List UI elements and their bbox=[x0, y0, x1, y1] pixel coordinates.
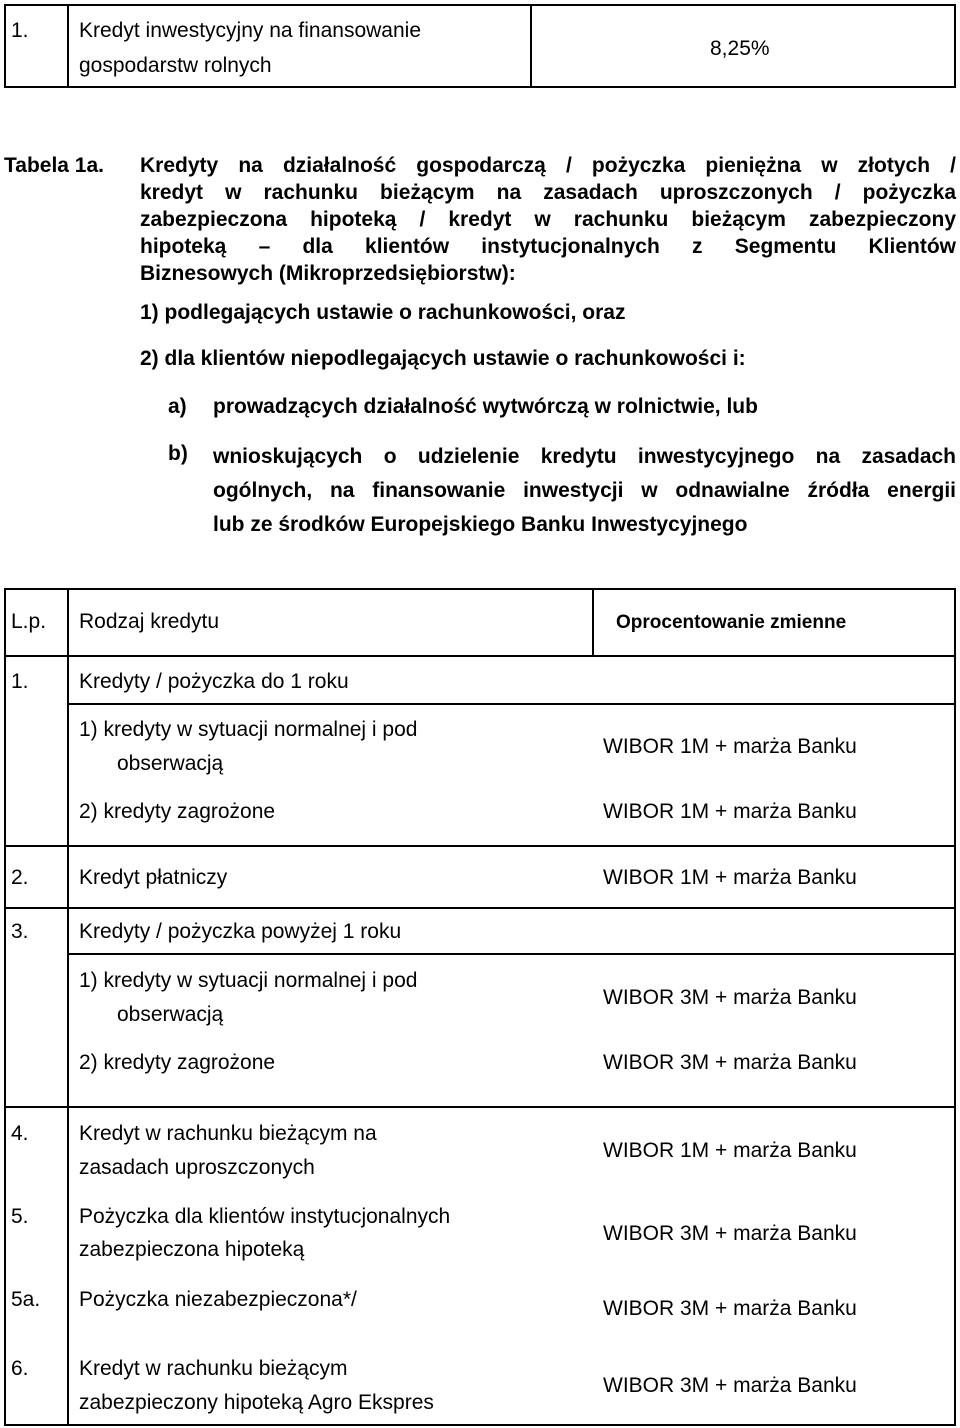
row-rate: WIBOR 1M + marża Banku bbox=[603, 735, 857, 758]
caption-label: Tabela 1a. bbox=[4, 154, 104, 177]
header-rate: Oprocentowanie zmienne bbox=[616, 612, 847, 633]
caption-paragraph bbox=[140, 152, 956, 287]
header-lp: L.p. bbox=[11, 610, 47, 633]
caption-sub-a-marker: a) bbox=[168, 395, 187, 418]
caption-sub-b-line: lub ze środków Europejskiego Banku Inwestycyjnego bbox=[213, 513, 748, 536]
row-lp: 6. bbox=[11, 1357, 29, 1380]
row-lp: 2. bbox=[11, 866, 29, 889]
row-rate: WIBOR 3M + marża Banku bbox=[603, 1222, 857, 1245]
row-type-line2: obserwacją bbox=[117, 752, 224, 775]
row-rate: WIBOR 3M + marża Banku bbox=[603, 1051, 857, 1074]
row-type-line1: Kredyt w rachunku bieżącym na bbox=[79, 1122, 377, 1145]
top-table-border-right bbox=[954, 4, 956, 88]
row-rate: WIBOR 3M + marża Banku bbox=[603, 1297, 857, 1320]
row-type: Kredyty / pożyczka do 1 roku bbox=[79, 670, 349, 693]
caption-sub-b-marker: b) bbox=[168, 442, 188, 465]
caption-line: Kredyty na działalność gospodarczą / pożyczka pieniężna w złotych / bbox=[140, 154, 956, 177]
table-column-divider-rate bbox=[592, 588, 594, 657]
caption-item-2: 2) dla klientów niepodlegających ustawie o rachunkowości i: bbox=[140, 347, 746, 370]
caption-sub-b-line: ogólnych, na finansowanie inwestycji w odnawialne źródła energii bbox=[213, 479, 956, 502]
table-border-left bbox=[4, 588, 6, 1426]
row-type-line1: Kredyt w rachunku bieżącym bbox=[79, 1357, 348, 1380]
table-border-right bbox=[954, 588, 956, 1426]
header-type: Rodzaj kredytu bbox=[79, 610, 220, 633]
row-type: 2) kredyty zagrożone bbox=[79, 1051, 276, 1074]
top-table-border-left bbox=[4, 4, 6, 88]
table-row-separator bbox=[67, 953, 956, 955]
caption-line: zabezpieczona hipoteką / kredyt w rachunku bieżącym zabezpieczony bbox=[140, 208, 956, 231]
row-lp: 1. bbox=[11, 670, 29, 693]
top-table-name-line2: gospodarstw rolnych bbox=[79, 54, 272, 77]
row-type-line2: zasadach uproszczonych bbox=[79, 1156, 315, 1179]
row-type: Kredyty / pożyczka powyżej 1 roku bbox=[79, 920, 402, 943]
row-lp: 4. bbox=[11, 1122, 29, 1145]
row-type-line2: zabezpieczona hipoteką bbox=[79, 1238, 305, 1261]
row-lp: 5a. bbox=[11, 1288, 41, 1311]
table-border-bottom bbox=[4, 1424, 956, 1426]
table-row-separator bbox=[67, 703, 956, 705]
caption-line: Biznesowych (Mikroprzedsiębiorstw): bbox=[140, 262, 516, 285]
row-type: 2) kredyty zagrożone bbox=[79, 800, 276, 823]
row-type-line1: Pożyczka dla klientów instytucjonalnych bbox=[79, 1205, 451, 1228]
row-type-line1: 1) kredyty w sytuacji normalnej i pod bbox=[79, 718, 418, 741]
row-lp: 5. bbox=[11, 1205, 29, 1228]
top-table-rate: 8,25% bbox=[710, 37, 770, 60]
top-table-divider-1 bbox=[67, 4, 69, 88]
table-border-top bbox=[4, 588, 956, 590]
caption-sub-a: prowadzących działalność wytwórczą w rolnictwie, lub bbox=[213, 395, 758, 418]
table-row-separator bbox=[4, 655, 956, 657]
row-type: Pożyczka niezabezpieczona*/ bbox=[79, 1288, 357, 1311]
top-table-divider-2 bbox=[530, 4, 532, 88]
row-rate: WIBOR 1M + marża Banku bbox=[603, 866, 857, 889]
table-row-separator bbox=[4, 845, 956, 847]
top-table-number: 1. bbox=[11, 19, 29, 42]
caption-line: kredyt w rachunku bieżącym na zasadach uproszczonych / pożyczka bbox=[140, 181, 956, 204]
row-type-line1: 1) kredyty w sytuacji normalnej i pod bbox=[79, 969, 418, 992]
table-row-separator bbox=[4, 1106, 956, 1108]
caption-sub-b bbox=[213, 440, 956, 542]
row-rate: WIBOR 1M + marża Banku bbox=[603, 1139, 857, 1162]
row-rate: WIBOR 3M + marża Banku bbox=[603, 986, 857, 1009]
table-column-divider-lp bbox=[67, 588, 69, 1426]
caption-sub-b-line: wnioskujących o udzielenie kredytu inwestycyjnego na zasadach bbox=[213, 445, 956, 468]
row-type: Kredyt płatniczy bbox=[79, 866, 228, 889]
caption-line: hipoteką – dla klientów instytucjonalnych z Segmentu Klientów bbox=[140, 235, 956, 258]
row-rate: WIBOR 1M + marża Banku bbox=[603, 800, 857, 823]
top-table-border-top bbox=[4, 4, 956, 6]
caption-item-1: 1) podlegających ustawie o rachunkowości, oraz bbox=[140, 301, 626, 324]
row-type-line2: obserwacją bbox=[117, 1003, 224, 1026]
top-table-border-bottom bbox=[4, 86, 956, 88]
top-table-name-line1: Kredyt inwestycyjny na finansowanie bbox=[79, 19, 422, 42]
table-row-separator bbox=[4, 907, 956, 909]
row-lp: 3. bbox=[11, 920, 29, 943]
row-type-line2: zabezpieczony hipoteką Agro Ekspres bbox=[79, 1391, 434, 1414]
row-rate: WIBOR 3M + marża Banku bbox=[603, 1374, 857, 1397]
